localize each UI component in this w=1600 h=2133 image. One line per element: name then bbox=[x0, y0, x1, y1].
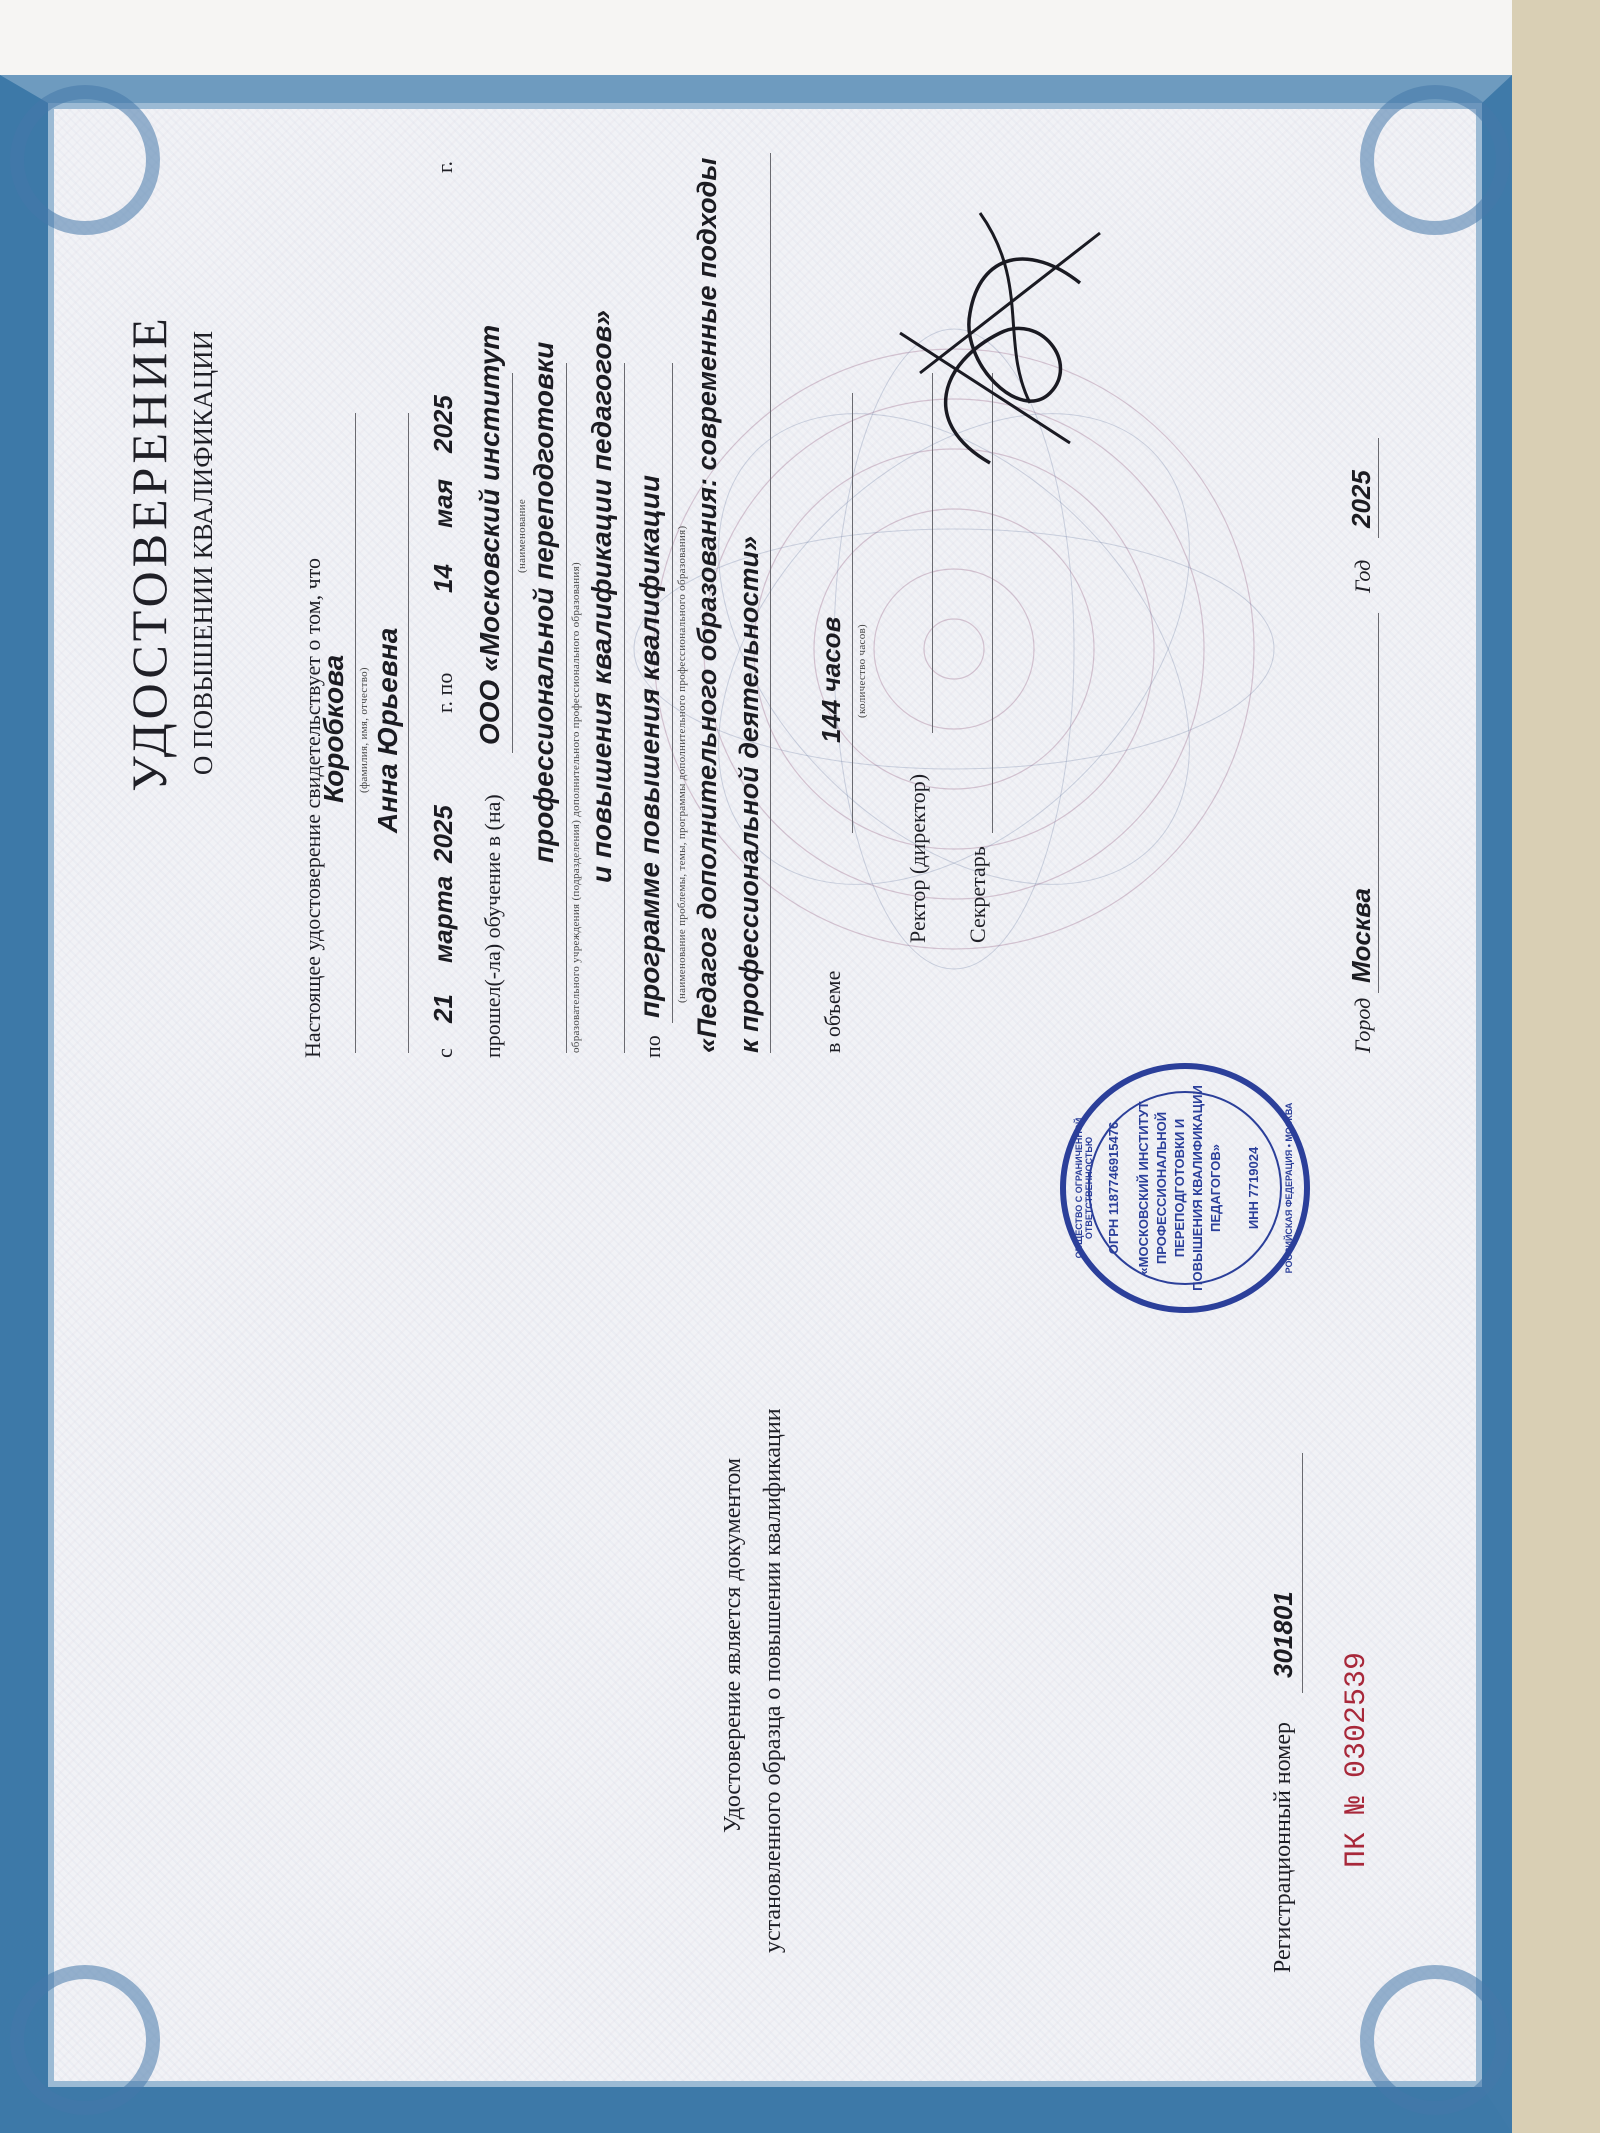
stamp-outer-bottom-text: РОССИЙСКАЯ ФЕДЕРАЦИЯ • МОСКВА bbox=[1284, 1102, 1294, 1274]
stamp-ogrn: ОГРН 1187746915476 bbox=[1106, 1121, 1121, 1255]
validity-note-line-1: Удостоверение является документом bbox=[720, 1457, 746, 1833]
rector-signature bbox=[880, 183, 1140, 483]
program-type: программе повышения квалификации bbox=[634, 475, 665, 1018]
start-day: 21 bbox=[428, 994, 458, 1023]
secretary-label: Секретарь bbox=[965, 846, 990, 943]
stamp-outer-top-text: ОБЩЕСТВО С ОГРАНИЧЕННОЙ ОТВЕТСТВЕННОСТЬЮ bbox=[1074, 1117, 1094, 1259]
hours-line bbox=[852, 393, 853, 833]
program-name-line-2: к профессиональной деятельности» bbox=[734, 536, 764, 1053]
date-end-label: г. bbox=[432, 160, 457, 173]
rector-label: Ректор (директор) bbox=[905, 773, 930, 943]
hours-caption: (количество часов) bbox=[856, 624, 868, 718]
volume-label: в объеме bbox=[820, 970, 845, 1053]
certificate-title: УДОСТОВЕРЕНИЕ bbox=[121, 314, 177, 792]
start-month: марта bbox=[428, 875, 458, 963]
stamp-line-3: ПЕРЕПОДГОТОВКИ И bbox=[1172, 1118, 1187, 1258]
institution-name-line-1: ООО «Московский институт bbox=[474, 324, 505, 745]
year-label: Год bbox=[1350, 559, 1375, 593]
registration-number: 301801 bbox=[1268, 1591, 1298, 1678]
program-prefix: по bbox=[640, 1035, 665, 1058]
date-mid-label: г. по bbox=[432, 672, 457, 713]
surname-field: Коробкова bbox=[318, 654, 349, 803]
program-name-line-1: «Педагог дополнительного образования: современные подходы bbox=[692, 157, 722, 1053]
date-from-prefix: с bbox=[432, 1048, 457, 1058]
city-line bbox=[1378, 613, 1379, 993]
institution-caption: (наименование bbox=[516, 498, 528, 573]
completed-label: прошел(-ла) обучение в (на) bbox=[480, 794, 505, 1058]
institution-line-3 bbox=[624, 363, 625, 1053]
stamp-inn: ИНН 7719024 bbox=[1246, 1146, 1261, 1230]
name-line-1 bbox=[355, 413, 356, 1053]
name-caption: (фамилия, имя, отчество) bbox=[358, 667, 370, 793]
program-line-1 bbox=[672, 363, 673, 1023]
year-field: 2025 bbox=[1346, 470, 1376, 528]
paper-background-top bbox=[0, 0, 1512, 75]
year-line bbox=[1378, 438, 1379, 538]
validity-note-line-2: установленного образца о повышении квалификации bbox=[760, 1408, 786, 1953]
institution-caption-2: образовательного учреждения (подразделения) дополнительного профессионального образования) bbox=[570, 562, 582, 1053]
given-names-field: Анна Юрьевна bbox=[372, 627, 403, 833]
stamp-line-1: «МОСКОВСКИЙ ИНСТИТУТ bbox=[1136, 1101, 1151, 1275]
end-year: 2025 bbox=[428, 395, 458, 453]
city-label: Город bbox=[1350, 997, 1375, 1053]
hours-field: 144 часов bbox=[816, 616, 846, 743]
intro-text: Настоящее удостоверение свидетельствует о том, что bbox=[300, 557, 325, 1058]
registration-label: Регистрационный номер bbox=[1270, 1721, 1296, 1973]
stamp-line-4: ПОВЫШЕНИЯ КВАЛИФИКАЦИИ bbox=[1190, 1085, 1205, 1291]
institution-stamp bbox=[1060, 1063, 1310, 1313]
institution-line-1 bbox=[512, 373, 513, 753]
city-field: Москва bbox=[1346, 888, 1376, 983]
institution-name-line-2: профессиональной переподготовки bbox=[528, 341, 559, 863]
certificate-subtitle: О ПОВЫШЕНИИ КВАЛИФИКАЦИИ bbox=[188, 330, 218, 776]
name-line-2 bbox=[408, 413, 409, 1053]
start-year: 2025 bbox=[428, 805, 458, 863]
institution-name-line-3: и повышения квалификации педагогов» bbox=[586, 310, 617, 883]
institution-line-2 bbox=[566, 363, 567, 1053]
stamp-line-2: ПРОФЕССИОНАЛЬНОЙ bbox=[1154, 1111, 1169, 1265]
serial-number: ПК № 0302539 bbox=[1340, 1651, 1374, 1868]
end-day: 14 bbox=[428, 564, 458, 593]
stamp-line-5: ПЕДАГОГОВ» bbox=[1208, 1144, 1223, 1232]
end-month: мая bbox=[428, 478, 458, 528]
registration-line bbox=[1302, 1453, 1303, 1693]
certificate-content bbox=[0, 75, 1512, 2133]
program-caption: (наименование проблемы, темы, программы дополнительного профессионального образования) bbox=[676, 525, 688, 1003]
table-surface bbox=[1512, 0, 1600, 2133]
program-line-2 bbox=[770, 153, 771, 1053]
certificate-sheet bbox=[0, 75, 1512, 2133]
